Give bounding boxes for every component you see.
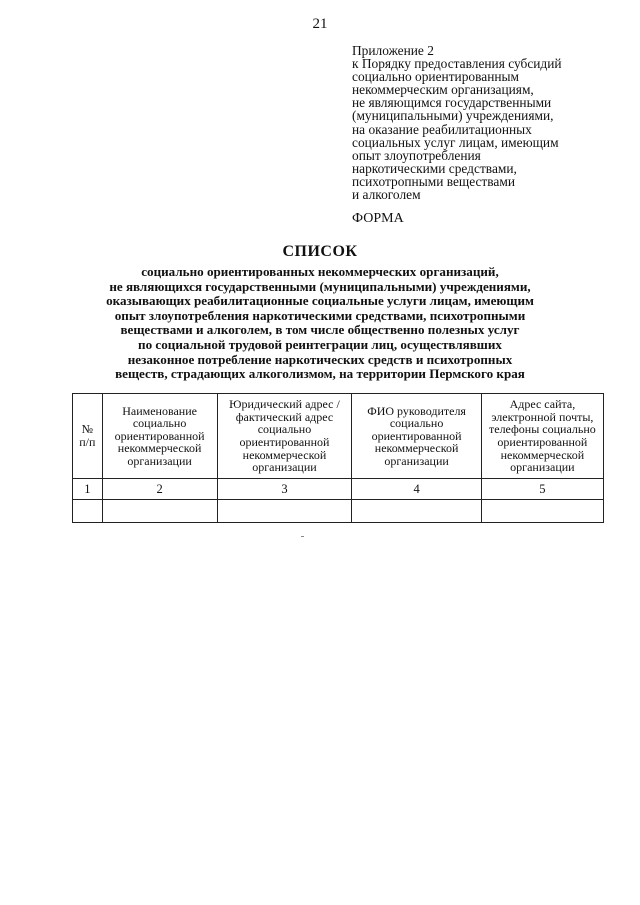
column-number-cell: 5 — [481, 479, 603, 500]
empty-cell — [481, 500, 603, 523]
column-header-line: ориентированной — [371, 428, 462, 443]
column-header-line: Наименование — [122, 403, 197, 418]
form-label: ФОРМА — [352, 211, 404, 226]
appendix-line: психотропными веществами — [352, 173, 516, 189]
table-header-row — [73, 394, 604, 479]
column-header-2 — [102, 394, 217, 479]
column-header-line: Адрес сайта, — [509, 397, 576, 412]
subtitle-line: веществ, страдающих алкоголизмом, на территории Пермского края — [115, 366, 525, 382]
column-header-5 — [481, 394, 603, 479]
column-header-line: Юридический адрес / — [229, 397, 340, 412]
column-header-line: ориентированной — [114, 428, 205, 443]
column-number-cell: 1 — [73, 479, 103, 500]
column-header-line: фактический адрес — [235, 409, 334, 424]
column-header-line: социально — [257, 422, 312, 437]
list-title: СПИСОК — [282, 243, 358, 260]
appendix-header — [352, 44, 622, 201]
appendix-line: Приложение 2 — [352, 43, 434, 58]
appendix-line: (муниципальными) учреждениями, — [352, 108, 554, 124]
scan-artifact — [301, 536, 304, 537]
column-header-line: некоммерческой — [500, 447, 585, 462]
appendix-line: социально ориентированным — [352, 69, 519, 85]
subtitle-line: социально ориентированных некоммерческих организаций, — [141, 264, 499, 279]
column-header-1 — [73, 394, 103, 479]
empty-cell — [102, 500, 217, 523]
appendix-line: к Порядку предоставления субсидий — [352, 56, 562, 72]
empty-cell — [73, 500, 103, 523]
column-header-line: ориентированной — [497, 435, 588, 449]
column-header-line: п/п — [79, 435, 96, 449]
column-header-line: социально — [132, 416, 187, 431]
column-header-line: организации — [384, 453, 449, 468]
page-number: 21 — [312, 16, 328, 32]
empty-cell — [217, 500, 352, 523]
appendix-line: и алкоголем — [352, 187, 421, 203]
column-number-cell: 3 — [217, 479, 352, 500]
appendix-line: опыт злоупотребления — [352, 147, 481, 163]
column-header-line: организации — [127, 453, 192, 468]
subtitle-line: не являющихся государственными (муниципальными) учреждениями, — [109, 278, 531, 294]
organizations-table — [72, 393, 604, 523]
appendix-line: на оказание реабилитационных — [352, 121, 532, 137]
appendix-line: наркотическими средствами, — [352, 160, 517, 176]
subtitle-line: по социальной трудовой реинтеграции лиц, осуществлявших — [138, 336, 502, 352]
subtitle-line: веществами и алкоголем, в том числе общественно полезных услуг — [120, 322, 520, 338]
table-column-numbers-row — [73, 479, 604, 500]
column-header-line: № — [81, 422, 94, 437]
subtitle-line: незаконное потребление наркотических средств и психотропных — [127, 351, 513, 367]
appendix-line: не являющимся государственными — [352, 95, 552, 111]
empty-cell — [352, 500, 481, 523]
column-header-line: некоммерческой — [374, 441, 459, 456]
subtitle-line: опыт злоупотребления наркотическими средствами, психотропными — [114, 307, 526, 323]
column-header-line: некоммерческой — [242, 447, 327, 462]
column-header-line: ориентированной — [239, 435, 330, 449]
appendix-line: некоммерческим организациям, — [352, 82, 534, 98]
column-header-4 — [352, 394, 481, 479]
column-header-line: ФИО руководителя — [367, 403, 466, 418]
column-header-line: организации — [510, 460, 575, 475]
column-header-line: электронной почты, — [491, 409, 594, 424]
column-number-cell: 2 — [102, 479, 217, 500]
subtitle-line: оказывающих реабилитационные социальные услуги лицам, имеющим — [106, 293, 534, 309]
column-header-line: социально — [389, 416, 444, 431]
list-subtitle — [60, 265, 580, 382]
column-header-line: некоммерческой — [117, 441, 202, 456]
column-number-cell: 4 — [352, 479, 481, 500]
table-row — [73, 500, 604, 523]
appendix-line: социальных услуг лицам, имеющим — [352, 134, 559, 150]
column-header-3 — [217, 394, 352, 479]
column-header-line: телефоны социально — [489, 422, 596, 437]
column-header-line: организации — [252, 460, 317, 475]
